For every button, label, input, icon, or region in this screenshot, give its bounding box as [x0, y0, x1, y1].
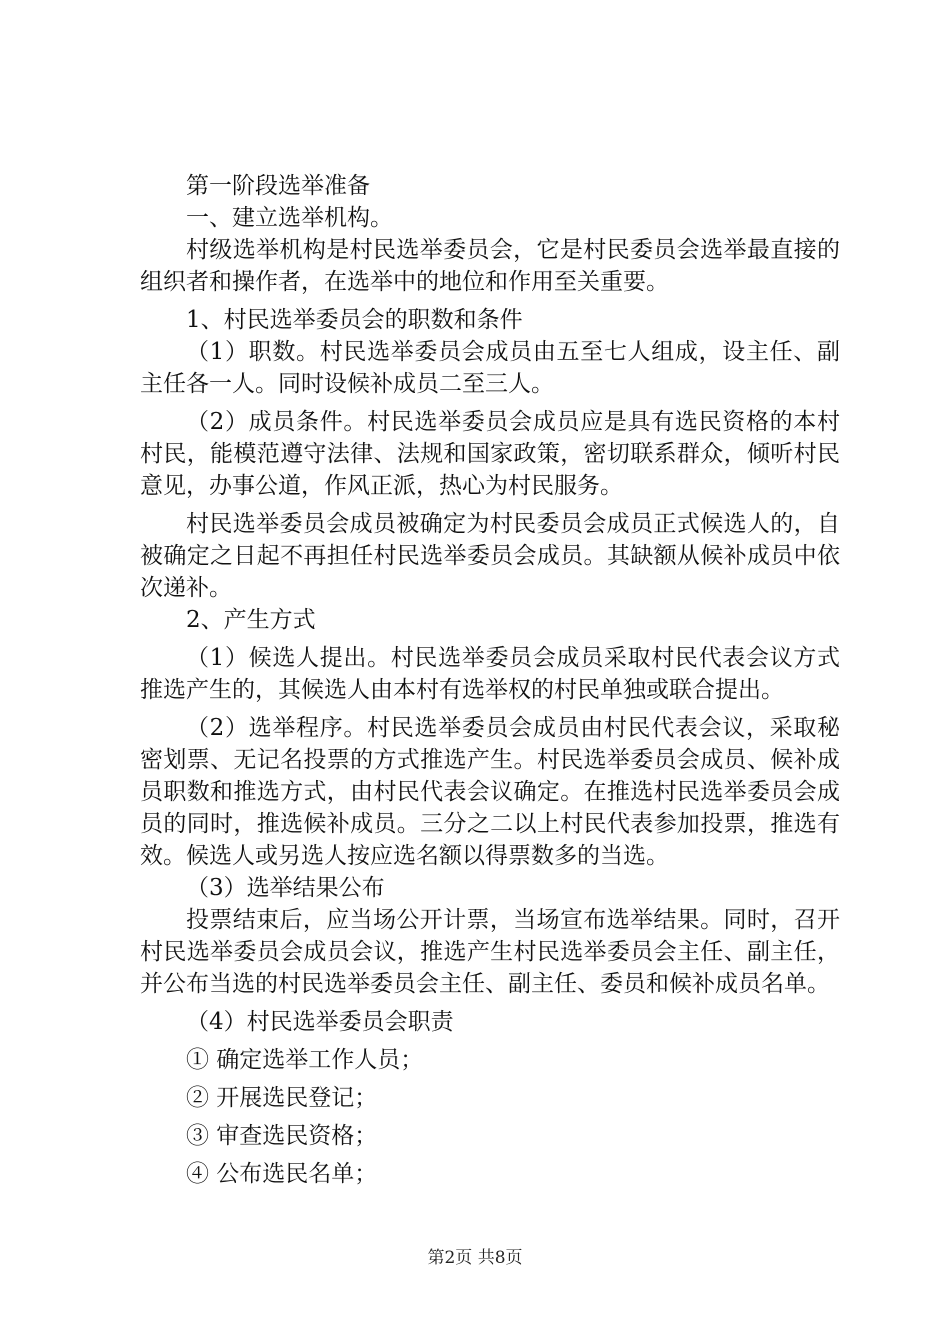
list-item: ① 确定选举工作人员； [186, 1047, 424, 1073]
list-item: ④ 公布选民名单； [186, 1161, 378, 1187]
list-item: ② 开展选民登记； [186, 1085, 378, 1111]
paragraph: （2）选举程序。村民选举委员会成员由村民代表会议，采取秘密划票、无记名投票的方式推选产生。村民选举委员会成员、候补成员职数和推选方式，由村民代表会议确定。在推选村民选举委员会成员的同时，推选候补成员。三分之二以上村民代表参加投票，推选有效。候选人或另选人按应选名额以得票数多的当选。 [140, 715, 840, 869]
subsection-heading: 2、产生方式 [186, 607, 316, 633]
subsection-heading: 一、建立选举机构。 [186, 205, 393, 231]
paragraph: 投票结束后，应当场公开计票，当场宣布选举结果。同时，召开村民选举委员会成员会议，推选产生村民选举委员会主任、副主任，并公布当选的村民选举委员会主任、副主任、委员和候补成员名单。 [140, 907, 840, 997]
section-heading: 第一阶段选举准备 [186, 173, 370, 199]
paragraph: （2）成员条件。村民选举委员会成员应是具有选民资格的本村村民，能模范遵守法律、法规和国家政策，密切联系群众，倾听村民意见，办事公道，作风正派，热心为村民服务。 [140, 409, 840, 499]
paragraph: 村级选举机构是村民选举委员会，它是村民委员会选举最直接的组织者和操作者，在选举中的地位和作用至关重要。 [140, 237, 840, 295]
page-footer: 第2页 共8页 [427, 1248, 523, 1268]
paragraph: （1）候选人提出。村民选举委员会成员采取村民代表会议方式推选产生的，其候选人由本村有选举权的村民单独或联合提出。 [140, 645, 840, 703]
paragraph: 村民选举委员会成员被确定为村民委员会成员正式候选人的，自被确定之日起不再担任村民选举委员会成员。其缺额从候补成员中依次递补。 [140, 511, 840, 601]
subsection-heading: 1、村民选举委员会的职数和条件 [186, 307, 523, 333]
document-body [140, 170, 840, 1196]
subsection-heading: （4）村民选举委员会职责 [186, 1009, 454, 1035]
paragraph: （1）职数。村民选举委员会成员由五至七人组成，设主任、副主任各一人。同时设候补成员二至三人。 [140, 339, 840, 397]
subsection-heading: （3）选举结果公布 [186, 875, 385, 901]
list-item: ③ 审查选民资格； [186, 1123, 378, 1149]
